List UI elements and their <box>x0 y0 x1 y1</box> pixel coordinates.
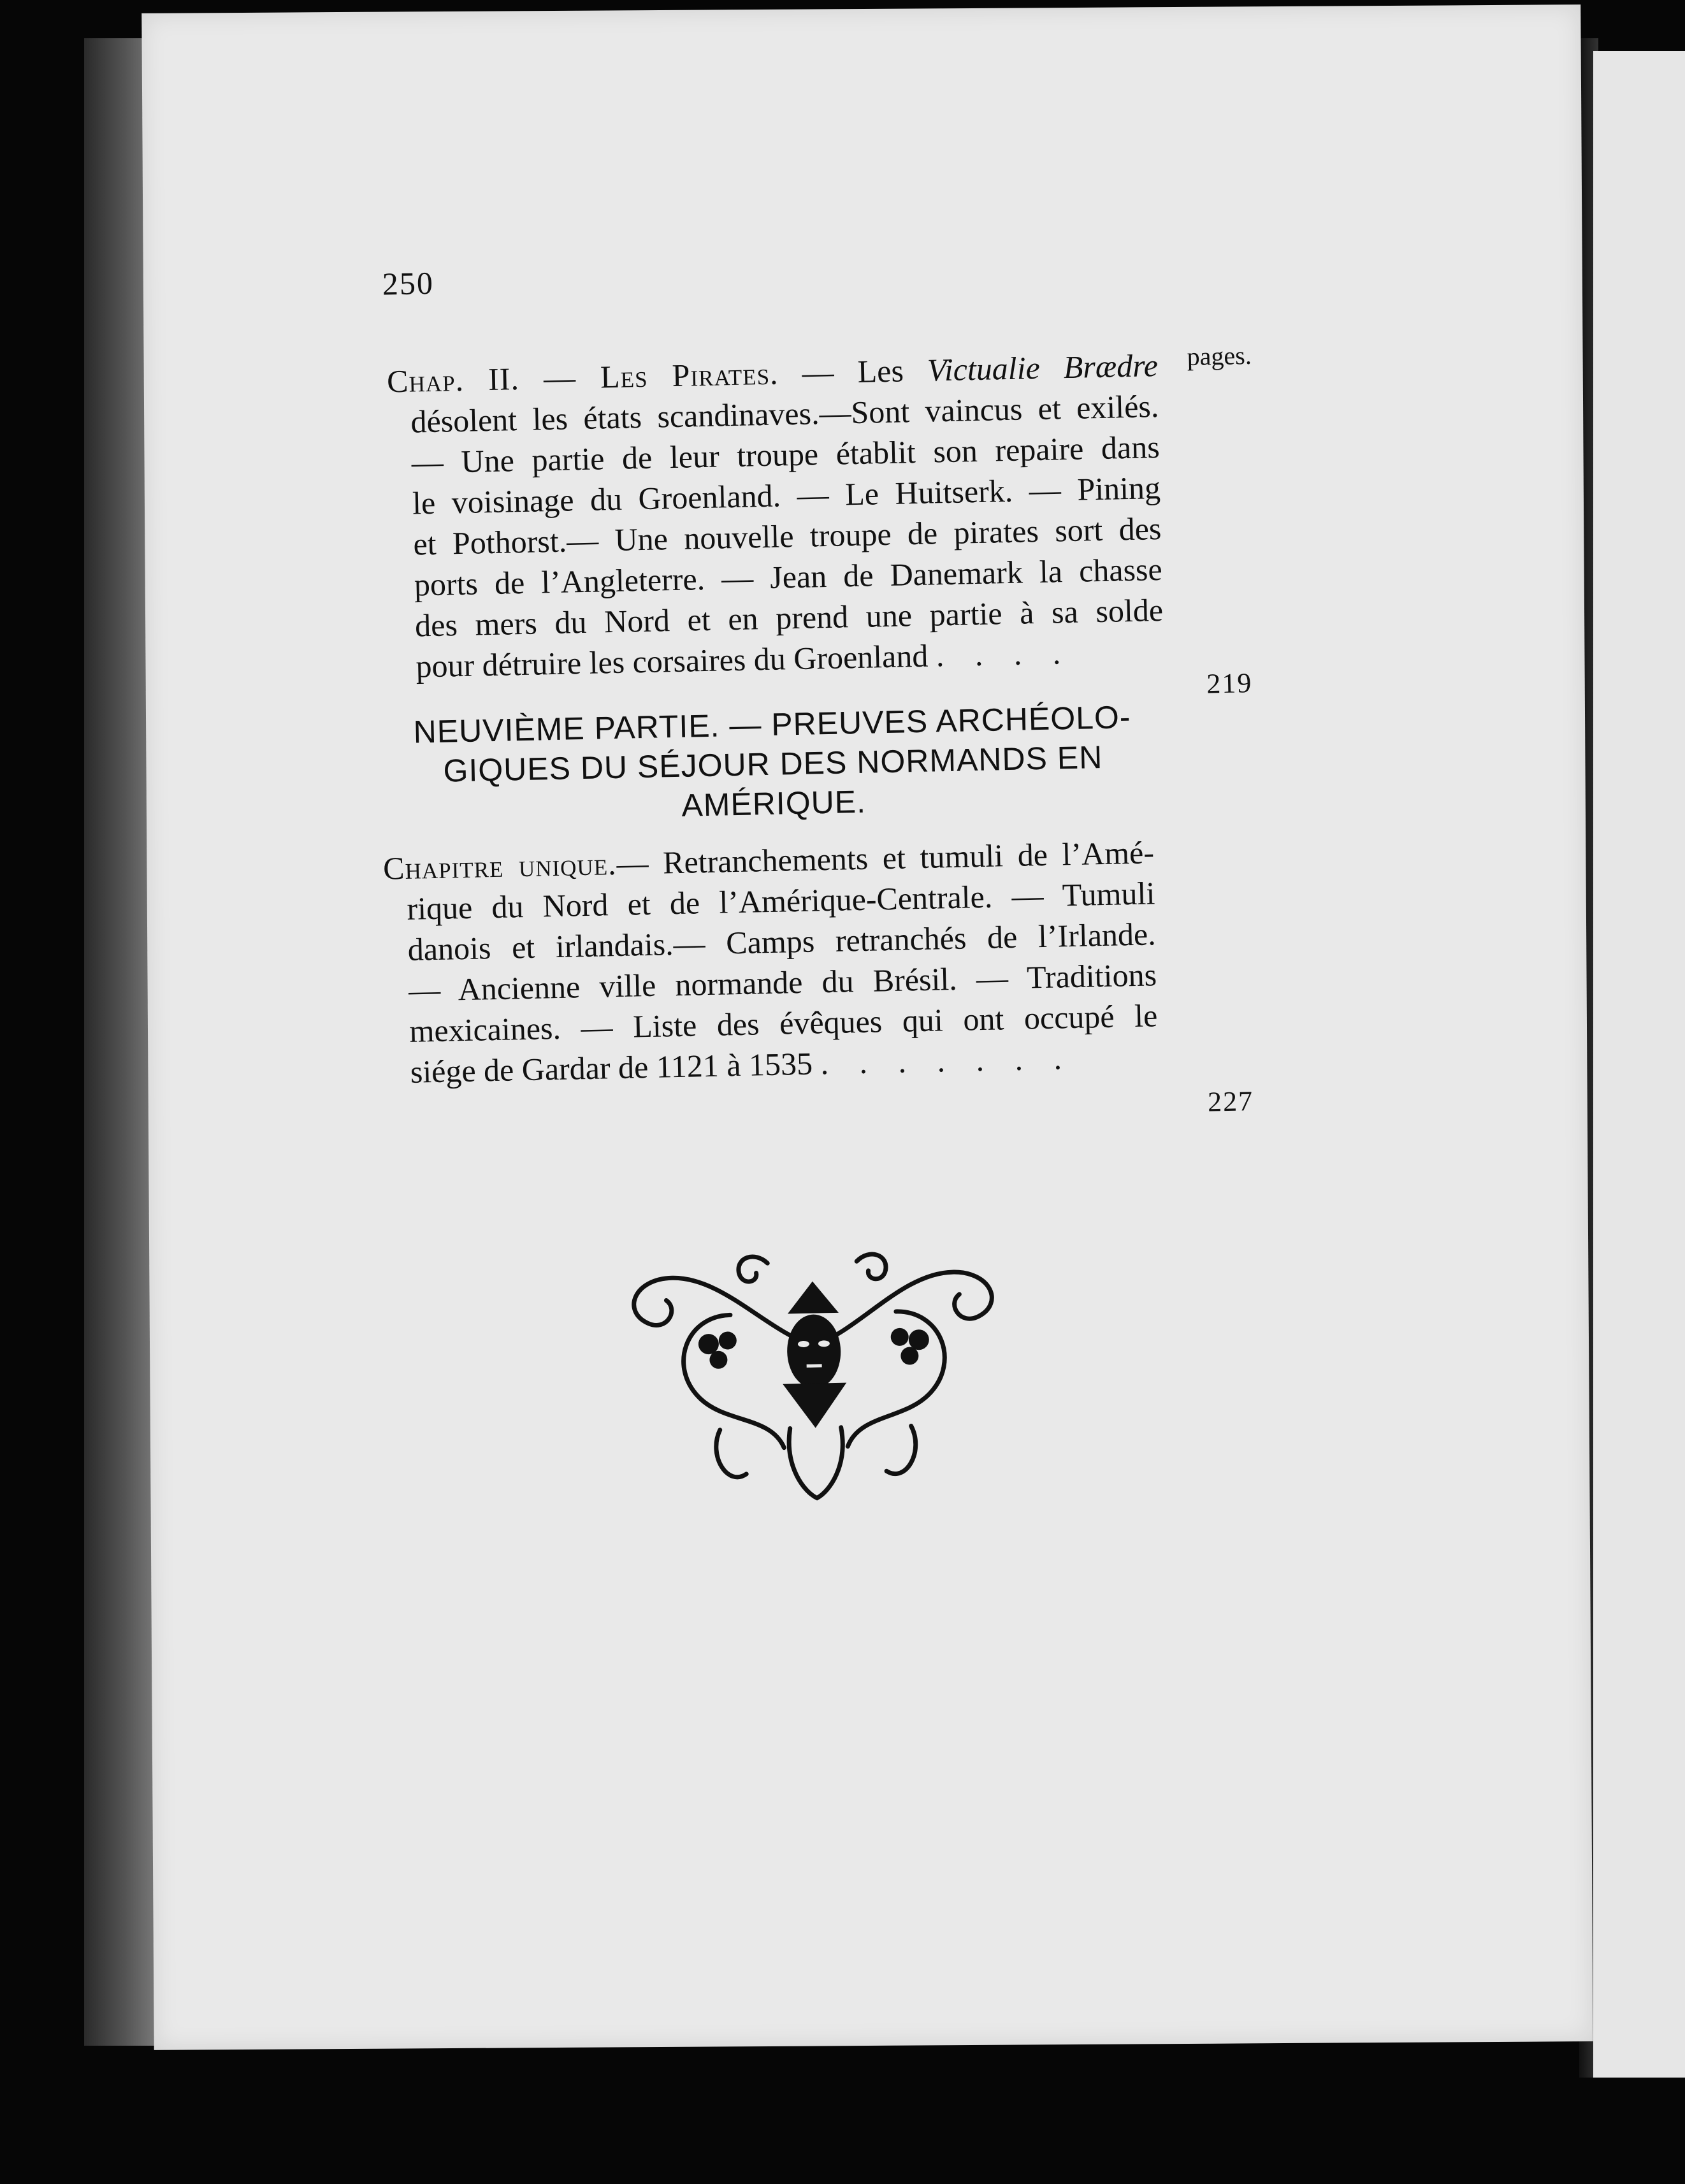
toc-text: siége de Gardar de 1121 à 1535 <box>410 1045 813 1090</box>
leader-dots: . . . . <box>936 634 1073 674</box>
heading-line: GIQUES DU SÉJOUR DES NORMANDS EN <box>442 739 1103 789</box>
toc-text: pour détruire les corsaires du Groenland <box>415 637 929 684</box>
page-number: 250 <box>382 264 435 302</box>
chapter-label: Chap. II. — Les Pirates. <box>386 355 779 400</box>
toc-line: rique du Nord et de l’Amérique-Centrale. — Tumuli <box>406 875 1155 927</box>
toc-entry-chapter-2 <box>386 345 1164 687</box>
part-heading <box>380 697 1166 832</box>
toc-text: — Retranchements et tumuli de l’Amé- <box>616 834 1155 881</box>
toc-page-number: 227 <box>1207 1085 1254 1118</box>
decorative-mask-ornament <box>607 1233 1021 1508</box>
toc-line: ports de l’Angleterre. — Jean de Danemark la chasse <box>414 551 1163 603</box>
leader-dots: . . . . . . . <box>820 1040 1074 1081</box>
toc-line: — Ancienne ville normande du Brésil. — Traditions <box>408 957 1157 1008</box>
heading-line: NEUVIÈME PARTIE. — PREUVES ARCHÉOLO- <box>413 699 1132 750</box>
toc-line: mexicaines. — Liste des évêques qui ont occupé le <box>409 997 1158 1049</box>
pages-column-label: pages. <box>1187 340 1252 372</box>
toc-entry-chapitre-unique <box>382 832 1159 1092</box>
chapter-label: Chapitre unique. <box>382 845 618 886</box>
toc-line: des mers du Nord et en prend une partie à sa solde <box>414 591 1164 644</box>
toc-line: danois et irlandais.— Camps retranchés de l’Irlande. <box>407 916 1157 967</box>
toc-line: le voisinage du Groenland. — Le Huitserk. — Pining <box>412 469 1161 521</box>
toc-italic-title: Victualie Brædre <box>927 347 1159 388</box>
heading-line: AMÉRIQUE. <box>681 783 867 823</box>
toc-line: désolent les états scandinaves.—Sont vaincus et exilés. <box>410 388 1159 440</box>
toc-line: — Une partie de leur troupe établit son repaire dans <box>411 428 1161 481</box>
toc-line: et Pothorst.— Une nouvelle troupe de pirates sort des <box>412 510 1162 562</box>
toc-text: — Les <box>777 352 928 391</box>
toc-page-number: 219 <box>1206 667 1253 700</box>
